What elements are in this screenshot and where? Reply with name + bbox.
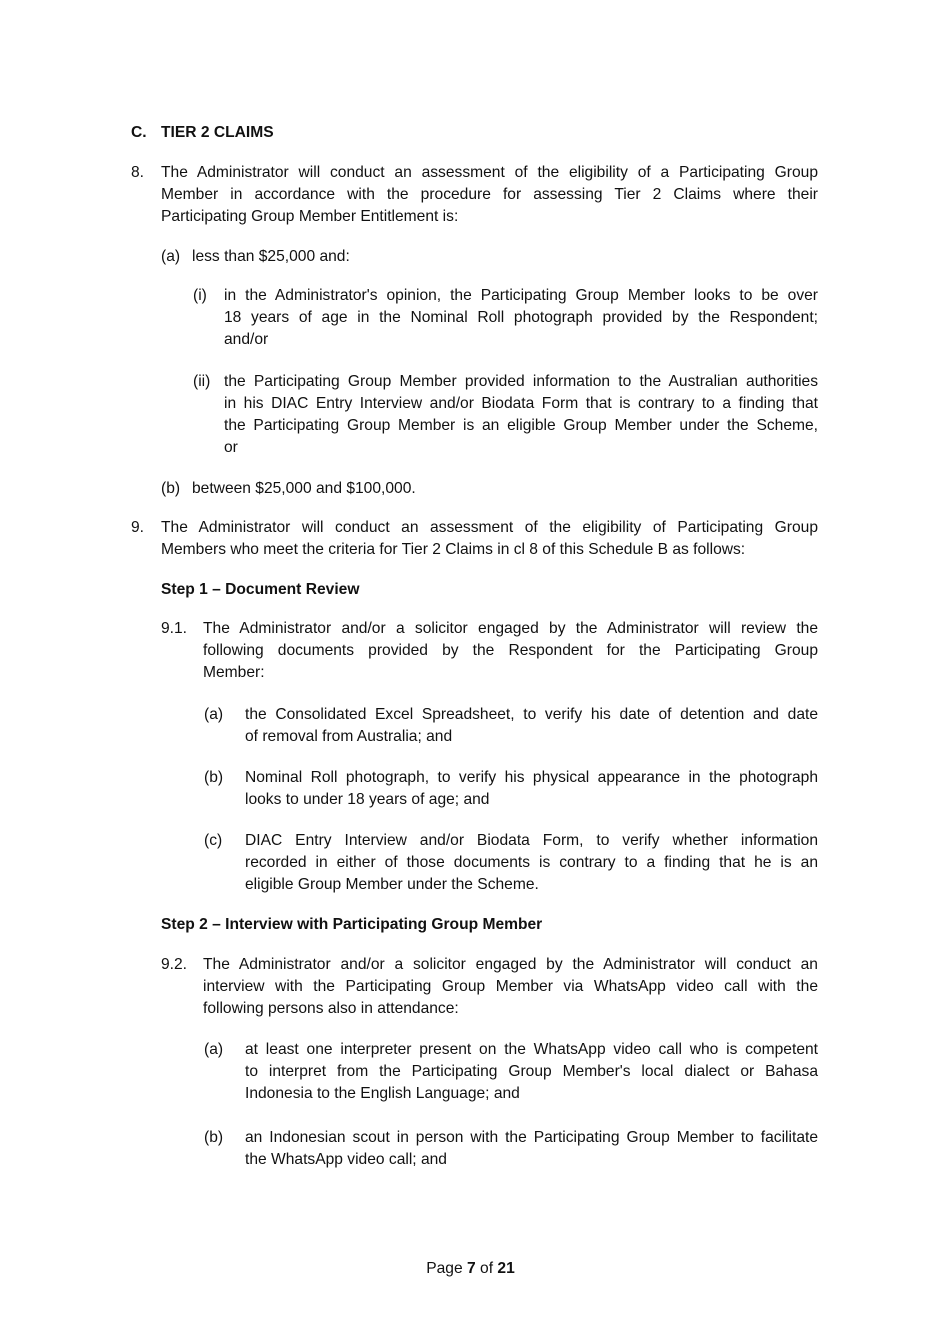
paragraph-line: Members who meet the criteria for Tier 2 Claims in cl 8 of this Schedule B as follows: [161, 541, 746, 558]
paragraph-line: The Administrator will conduct an assessment of the eligibility of a Participating Group [161, 164, 818, 181]
paragraph-line: interview with the Participating Group Member via WhatsApp video call with the [203, 978, 818, 995]
paragraph-number: 8. [131, 164, 145, 181]
paragraph-number: 9.2. [161, 956, 188, 973]
item-line: looks to under 18 years of age; and [245, 791, 490, 808]
subitem-label: (ii) [193, 373, 211, 390]
page-current: 7 [467, 1260, 476, 1277]
page-total: 21 [497, 1260, 515, 1277]
step-heading: Step 1 – Document Review [161, 581, 360, 598]
subitem-line: in the Administrator's opinion, the Participating Group Member looks to be over [224, 287, 818, 304]
subitem-label: (i) [193, 287, 207, 304]
item-line: the Consolidated Excel Spreadsheet, to verify his date of detention and date [245, 706, 818, 723]
item-line: to interpret from the Participating Group Member's local dialect or Bahasa [245, 1063, 818, 1080]
item-line: Indonesia to the English Language; and [245, 1085, 520, 1102]
paragraph-line: Participating Group Member Entitlement is: [161, 208, 459, 225]
paragraph-line: The Administrator and/or a solicitor engaged by the Administrator will conduct an [203, 956, 818, 973]
item-line: an Indonesian scout in person with the Participating Group Member to facilitate [245, 1129, 818, 1146]
item-line: Nominal Roll photograph, to verify his physical appearance in the photograph [245, 769, 818, 786]
page-footer [0, 1258, 941, 1280]
page-of-word: of [480, 1260, 494, 1277]
paragraph-line: following persons also in attendance: [203, 1000, 459, 1017]
subitem-line: 18 years of age in the Nominal Roll photograph provided by the Respondent; [224, 309, 818, 326]
paragraph-line: The Administrator and/or a solicitor engaged by the Administrator will review the [203, 620, 818, 637]
item-label: (c) [204, 832, 223, 849]
item-label: (a) [161, 248, 181, 265]
section-letter: C. [131, 124, 147, 141]
item-line: eligible Group Member under the Scheme. [245, 876, 539, 893]
item-label: (b) [204, 1129, 224, 1146]
paragraph-line: Member in accordance with the procedure for assessing Tier 2 Claims where their [161, 186, 818, 203]
item-line: recorded in either of those documents is contrary to a finding that he is an [245, 854, 818, 871]
item-text: between $25,000 and $100,000. [192, 480, 416, 497]
paragraph-line: Member: [203, 664, 265, 681]
subitem-line: or [224, 439, 238, 456]
step-heading: Step 2 – Interview with Participating Group Member [161, 916, 543, 933]
page-word: Page [426, 1260, 463, 1277]
subitem-line: the Participating Group Member is an eligible Group Member under the Scheme, [224, 417, 818, 434]
item-text: less than $25,000 and: [192, 248, 350, 265]
item-label: (a) [204, 706, 224, 723]
paragraph-line: following documents provided by the Respondent for the Participating Group [203, 642, 818, 659]
subitem-line: and/or [224, 331, 269, 348]
item-line: the WhatsApp video call; and [245, 1151, 447, 1168]
subitem-line: the Participating Group Member provided information to the Australian authorities [224, 373, 818, 390]
paragraph-number: 9.1. [161, 620, 188, 637]
item-label: (b) [161, 480, 181, 497]
paragraph-number: 9. [131, 519, 145, 536]
item-line: DIAC Entry Interview and/or Biodata Form, to verify whether information [245, 832, 818, 849]
item-label: (b) [204, 769, 224, 786]
paragraph-line: The Administrator will conduct an assessment of the eligibility of Participating Group [161, 519, 818, 536]
subitem-line: in his DIAC Entry Interview and/or Biodata Form that is contrary to a finding that [224, 395, 818, 412]
section-heading: TIER 2 CLAIMS [161, 124, 274, 141]
item-line: of removal from Australia; and [245, 728, 453, 745]
item-line: at least one interpreter present on the WhatsApp video call who is competent [245, 1041, 818, 1058]
item-label: (a) [204, 1041, 224, 1058]
